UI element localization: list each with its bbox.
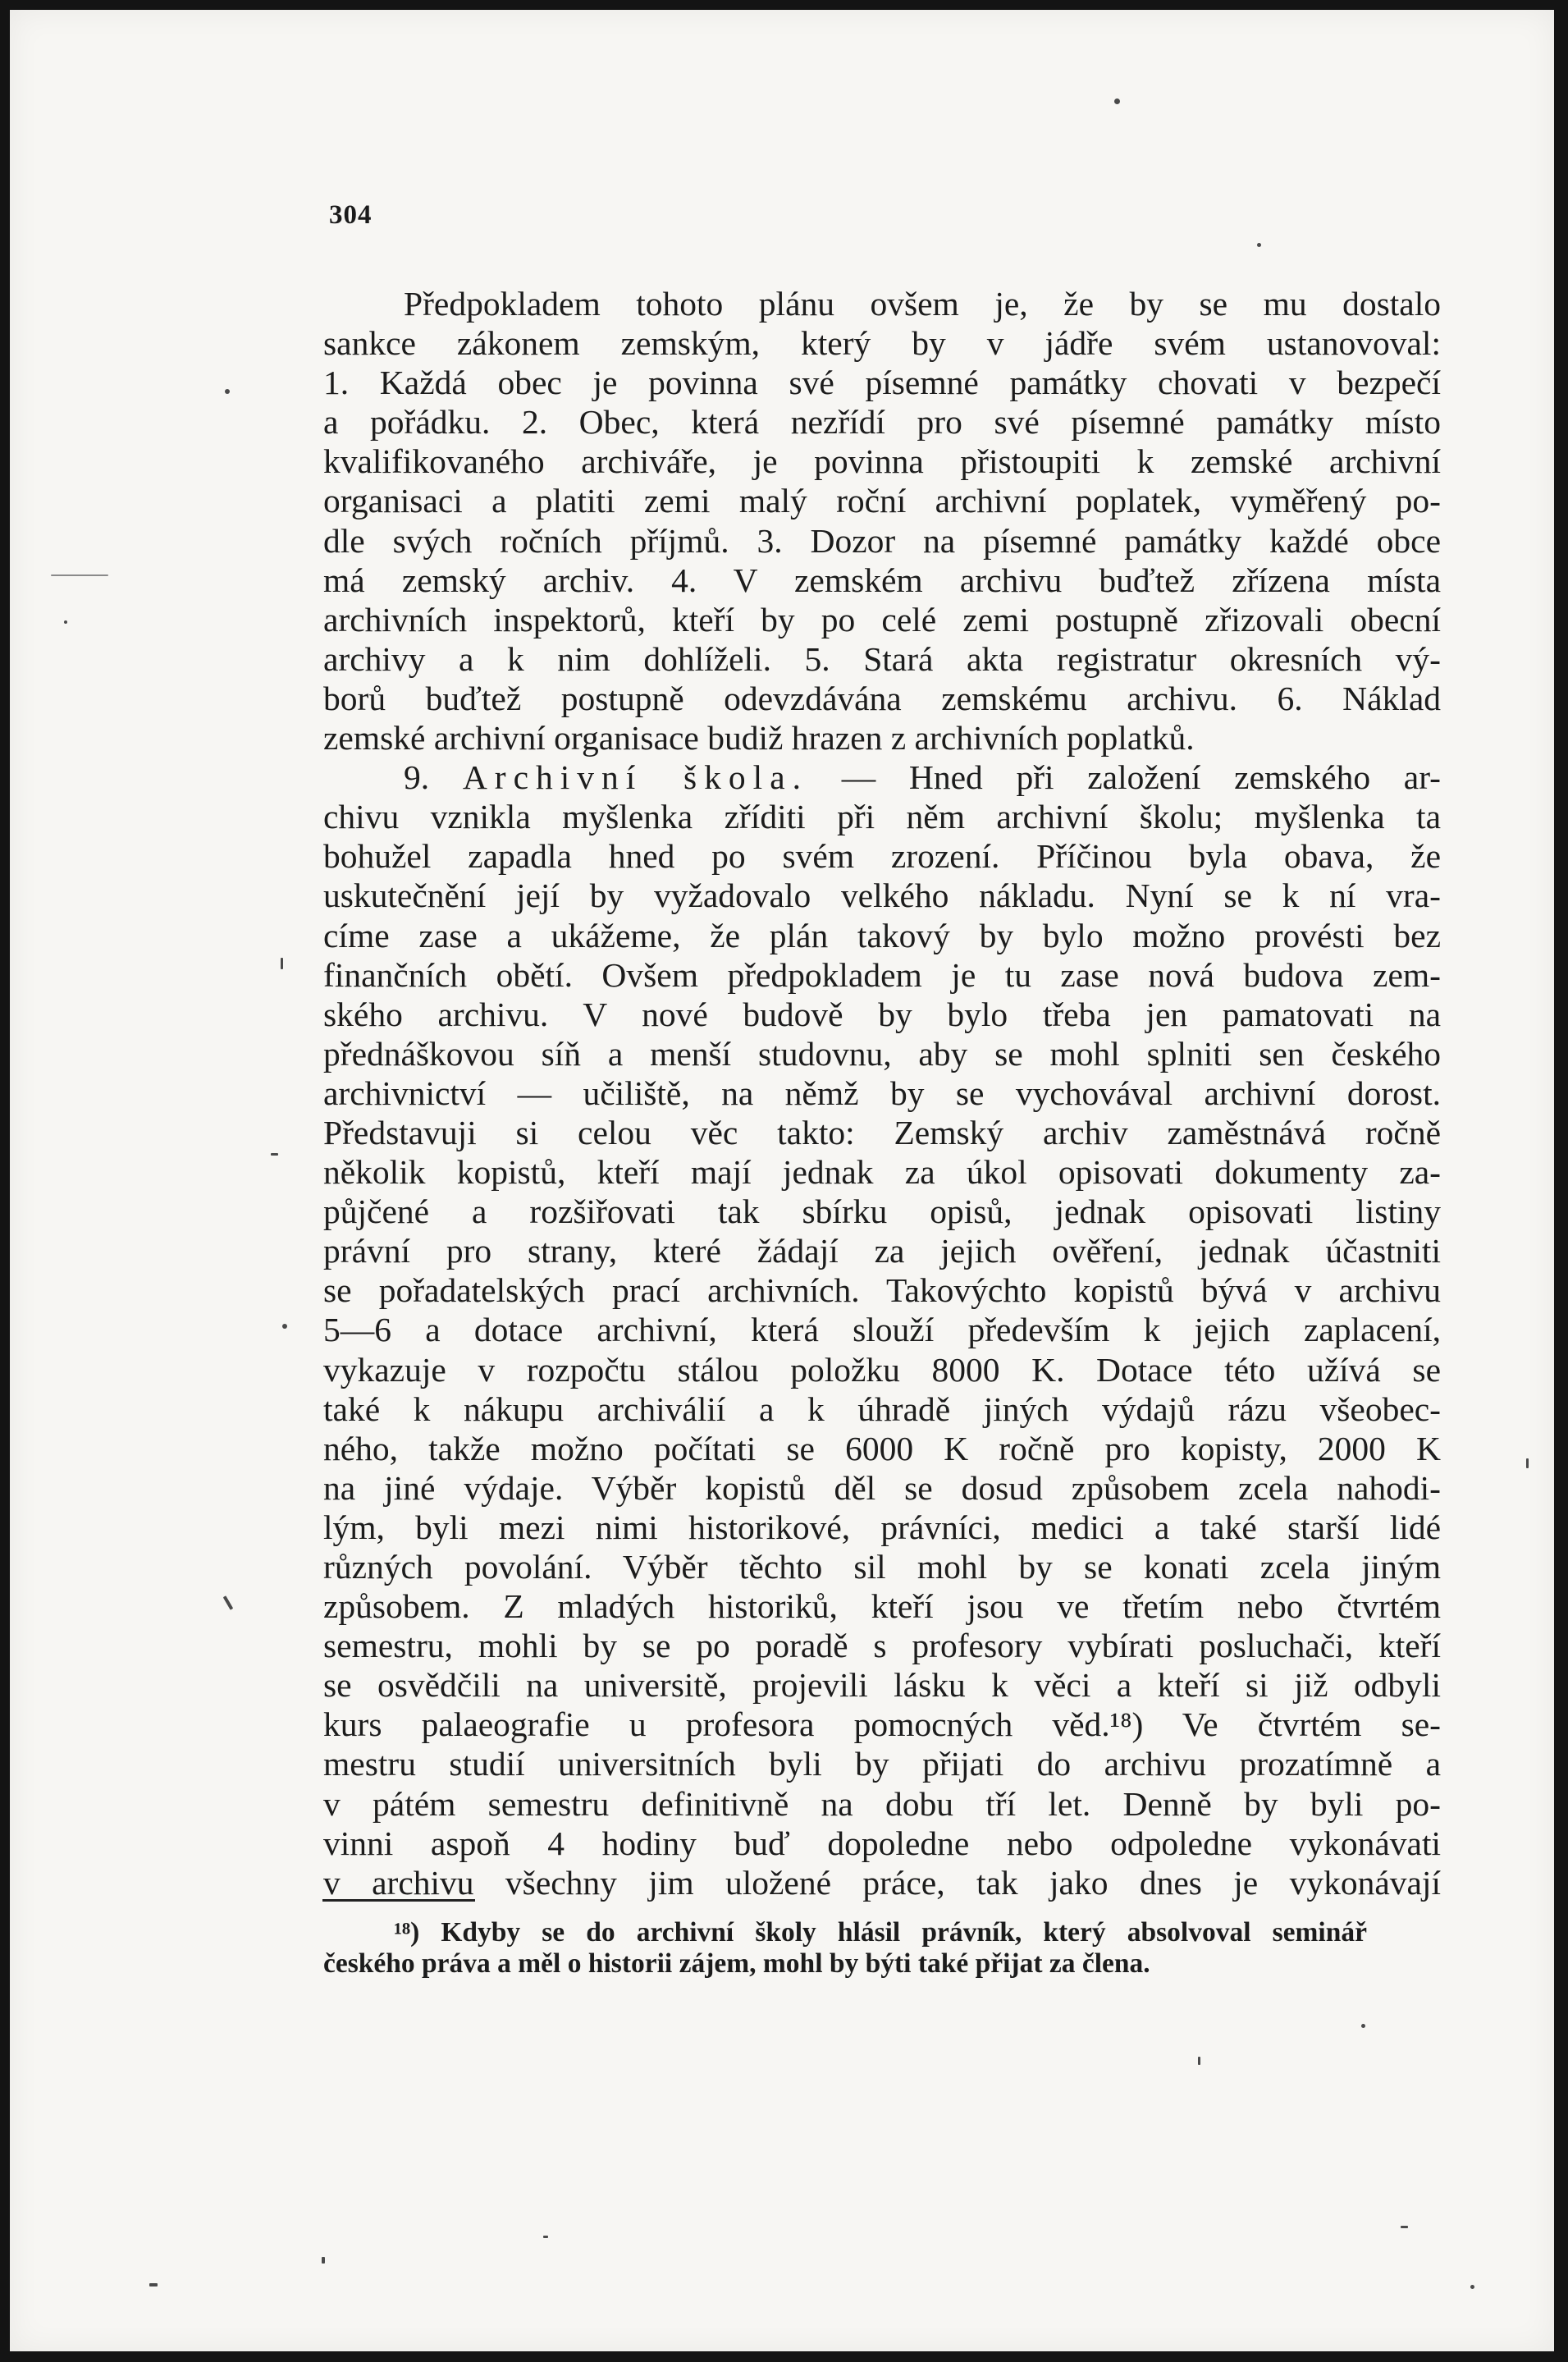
footnote-line: českého práva a měl o historii zájem, mohl by býti také přijat za člena. [323,1948,1150,1979]
text-line: 1. Každá obec je povinna své písemné památky chovati v bezpečí [323,364,1441,402]
text-line: se osvědčili na universitě, projevili lásku k věci a kteří si již odbyli [323,1666,1441,1705]
text-line: a pořádku. 2. Obec, která nezřídí pro své písemné památky místo [323,403,1441,442]
text-line: mestru studií universitních byli by přijati do archivu prozatímně a [323,1745,1441,1783]
text-line: půjčené a rozšiřovati tak sbírku opisů, jednak opisovati listiny [323,1192,1441,1231]
footnote-line [323,1917,1367,1948]
section-title: Archivní škola. [462,758,808,797]
scan-speck [1257,243,1261,247]
text-line: archivnictví — učiliště, na němž by se vychovával archivní dorost. [323,1073,1441,1112]
text-line: má zemský archiv. 4. V zemském archivu buďtež zřízena místa [323,561,1441,599]
scan-speck [271,1153,278,1156]
text-line: archivy a k nim dohlíželi. 5. Stará akta registratur okresních vý- [323,639,1441,678]
text-line: lým, byli mezi nimi historikové, právníci, medici a také starší lidé [323,1508,1441,1546]
text-line: několik kopistů, kteří mají jednak za úkol opisovati dokumenty za- [323,1153,1441,1192]
text-line: zemské archivní organisace budiž hrazen z archivních poplatků. [323,719,1195,758]
text-line: borů buďtež postupně odevzdávána zemskému archivu. 6. Náklad [323,679,1441,717]
footnote-rule [322,1899,475,1902]
text-line: vykazuje v rozpočtu stálou položku 8000 K. Dotace této užívá se [323,1350,1441,1389]
text-line: organisaci a platiti zemi malý roční archivní poplatek, vyměřený po- [323,482,1441,520]
text-line: semestru, mohli by se po poradě s profesory vybírati posluchači, kteří [323,1627,1441,1665]
text-line: kvalifikovaného archiváře, je povinna přistoupiti k zemské archivní [323,442,1441,481]
text-line: sankce zákonem zemským, který by v jádře svém ustanovoval: [323,324,1441,363]
text-line: také k nákupu archiválií a k úhradě jiných výdajů rázu všeobec- [323,1389,1441,1428]
footnote-text-1: Kdyby se do archivní školy hlásil právník, který absolvoval seminář [441,1917,1367,1948]
section-number: 9. [404,758,430,797]
text-line: způsobem. Z mladých historiků, kteří jsou ve třetím nebo čtvrtém [323,1587,1441,1626]
scan-speck [1470,2285,1474,2289]
text-line: vinni aspoň 4 hodiny buď dopoledne nebo odpoledne vykonávati [323,1824,1441,1862]
text-line: na jiné výdaje. Výběr kopistů děl se dosud způsobem zcela nahodi- [323,1468,1441,1507]
scan-speck [225,389,230,394]
text-line: ského archivu. V nové budově by bylo třeba jen pamatovati na [323,995,1441,1033]
section-heading-line [323,758,1441,797]
text-line: ného, takže možno počítati se 6000 K ročně pro kopisty, 2000 K [323,1429,1441,1467]
text-line: chivu vznikla myšlenka zříditi při něm archivní školu; myšlenka ta [323,798,1441,836]
text-line: bohužel zapadla hned po svém zrození. Příčinou byla obava, že [323,837,1441,876]
text-line: uskutečnění její by vyžadovalo velkého nákladu. Nyní se k ní vra- [323,877,1441,915]
text-line: v pátém semestru definitivně na dobu tří let. Denně by byli po- [323,1784,1441,1823]
scan-speck [1198,2057,1200,2065]
footnote [323,1917,1367,1980]
text-line: finančních obětí. Ovšem předpokladem je tu zase nová budova zem- [323,955,1441,994]
text-line: v archivu všechny jim uložené práce, tak jako dnes je vykonávají [323,1863,1441,1902]
page-sheet [10,10,1554,2351]
text-line: dle svých ročních příjmů. 3. Dozor na písemné památky každé obce [323,521,1441,560]
scan-speck [1526,1458,1529,1468]
text-line: címe zase a ukážeme, že plán takový by bylo možno provésti bez [323,916,1441,954]
text-line: různých povolání. Výběr těchto sil mohl by se konati zcela jiným [323,1548,1441,1586]
scan-speck [51,574,108,576]
scan-speck [282,1324,287,1329]
text-line: archivních inspektorů, kteří by po celé zemi postupně zřizovali obecní [323,600,1441,639]
paragraph-lines [323,284,1441,758]
scan-speck [543,2236,548,2238]
scan-speck [149,2283,158,2286]
text-line: 5—6 a dotace archivní, která slouží především k jejich zaplacení, [323,1311,1441,1349]
text-line: Předpokladem tohoto plánu ovšem je, že by se mu dostalo [404,285,1441,323]
text-line: kurs palaeografie u profesora pomocných věd.¹⁸) Ve čtvrtém se- [323,1705,1441,1744]
text-line: Představuji si celou věc takto: Zemský archiv zaměstnává ročně [323,1113,1441,1151]
section-lines [323,797,1441,1902]
scan-speck [1401,2226,1408,2228]
scan-speck [223,1595,233,1610]
body-text [323,284,1441,1902]
scan-speck [1361,2024,1365,2028]
scan-speck [322,2257,325,2264]
text-line: se pořadatelských prací archivních. Takovýchto kopistů bývá v archivu [323,1271,1441,1310]
scan-speck [1114,98,1120,104]
scan-speck [281,958,283,969]
page-number: 304 [329,200,373,230]
text-line: přednáškovou síň a menší studovnu, aby se mohl splniti sen českého [323,1034,1441,1073]
text-line: právní pro strany, které žádají za jejich ověření, jednak účastniti [323,1232,1441,1270]
scan-speck [64,620,67,624]
section-first-line-rest: — Hned při založení zemského ar- [841,758,1442,797]
footnote-marker: ¹⁸) [394,1917,420,1948]
